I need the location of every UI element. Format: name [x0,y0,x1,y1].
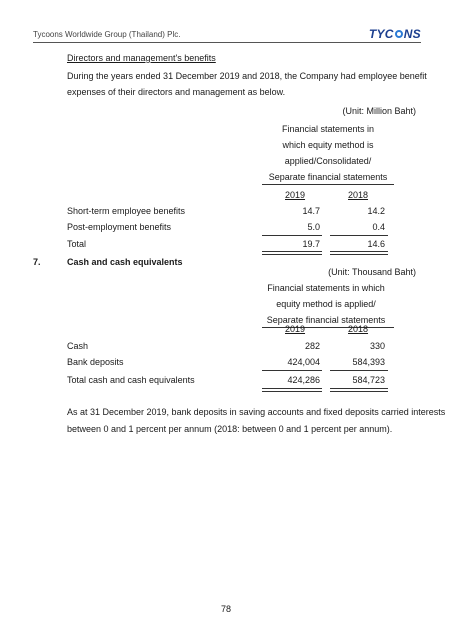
cash-col-2018: 2018 [348,324,369,334]
directors-total-label: Total [67,239,87,249]
cash-subtotal-rule-2019 [262,370,322,371]
directors-row-value-2018: 0.4 [372,222,385,232]
cash-section-number: 7. [33,257,41,267]
company-logo [369,27,421,41]
cash-caption-underline [262,327,394,328]
directors-total-2019: 19.7 [302,239,320,249]
cash-subtotal-rule-2018 [330,370,388,371]
directors-total-double-rule-2018 [330,251,388,255]
logo-circle-icon [395,30,403,38]
cash-row-value-2018: 330 [369,341,385,351]
directors-total-double-rule-2019 [262,251,322,255]
directors-row-value-2019: 5.0 [307,222,320,232]
directors-paragraph-line1: During the years ended 31 December 2019 and 2018, the Company had employee benefit [67,71,427,81]
cash-total-label: Total cash and cash equivalents [67,375,195,385]
cash-total-2018: 584,723 [352,375,385,385]
cash-caption-line3: Separate financial statements [266,315,386,325]
cash-caption-line1: Financial statements in which [267,283,385,293]
directors-subtotal-rule-2018 [330,235,388,236]
cash-note-line2: between 0 and 1 percent per annum (2018: between 0 and 1 percent per annum). [67,424,393,434]
cash-section-heading: Cash and cash equivalents [67,257,183,267]
directors-caption-line2: which equity method is [282,140,374,150]
directors-row-label: Post-employment benefits [67,222,172,232]
directors-caption-line3: applied/Consolidated/ [284,156,372,166]
cash-total-2019: 424,286 [287,375,320,385]
company-name-header: Tycoons Worldwide Group (Thailand) Plc. [33,30,181,39]
page-number: 78 [220,604,231,614]
directors-col-2019: 2019 [285,190,306,200]
directors-total-2018: 14.6 [367,239,385,249]
directors-caption-line1: Financial statements in [281,124,375,134]
logo-text-right: NS [403,27,421,41]
header-divider [33,42,421,43]
cash-col-2019: 2019 [285,324,306,334]
directors-row-label: Short-term employee benefits [67,206,186,216]
cash-row-value-2019: 282 [304,341,320,351]
directors-heading: Directors and management's benefits [67,53,216,63]
directors-col-2018: 2018 [348,190,369,200]
directors-row-value-2018: 14.2 [367,206,385,216]
cash-unit: (Unit: Thousand Baht) [328,267,416,277]
directors-caption-line4: Separate financial statements [268,172,388,182]
directors-paragraph-line2: expenses of their directors and management as below. [67,87,286,97]
directors-caption-underline [262,184,394,185]
directors-unit: (Unit: Million Baht) [342,106,416,116]
cash-note-line1: As at 31 December 2019, bank deposits in saving accounts and fixed deposits carried interests [67,407,446,417]
directors-subtotal-rule-2019 [262,235,322,236]
cash-total-double-rule-2019 [262,388,322,392]
cash-total-double-rule-2018 [330,388,388,392]
cash-row-value-2018: 584,393 [352,357,385,367]
cash-row-label: Cash [67,341,89,351]
directors-row-value-2019: 14.7 [302,206,320,216]
cash-row-label: Bank deposits [67,357,124,367]
cash-row-value-2019: 424,004 [287,357,320,367]
logo-text-left: TYC [368,27,394,41]
cash-caption-line2: equity method is applied/ [276,299,376,309]
